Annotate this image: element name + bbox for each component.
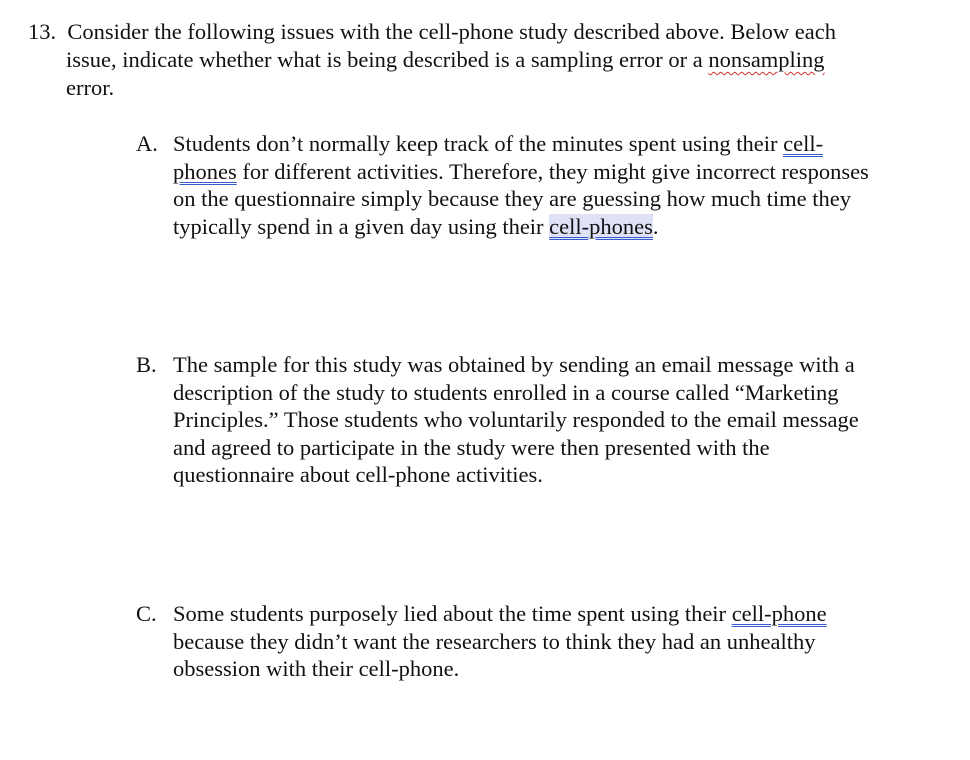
- item-c-letter: C.: [136, 601, 157, 626]
- item-b-letter: B.: [136, 352, 157, 377]
- item-c-text: obsession with their cell-phone.: [173, 656, 460, 682]
- question-13: [28, 18, 928, 102]
- item-b-line-4: [136, 434, 936, 462]
- selected-flagged-word[interactable]: cell-phones: [549, 213, 653, 239]
- item-b-line-3: [136, 406, 936, 434]
- item-b-text: The sample for this study was obtained by sending an email message with a: [173, 352, 855, 377]
- item-a: [136, 130, 936, 240]
- item-a-text: typically spend in a given day using their: [173, 213, 550, 239]
- question-text-line-1: Consider the following issues with the cell-phone study described above. Below each: [67, 19, 836, 44]
- question-line-2: [28, 46, 928, 74]
- item-c-line-3: [136, 655, 936, 683]
- item-a-line-1: [136, 130, 936, 158]
- question-text-line-3: error.: [66, 75, 115, 100]
- grammar-flagged-word[interactable]: cell-phone: [731, 601, 827, 626]
- item-b-text: and agreed to participate in the study were then presented with the: [173, 434, 770, 460]
- item-a-line-4: [136, 213, 936, 241]
- item-a-text: on the questionnaire simply because they are guessing how much time they: [173, 186, 851, 212]
- item-a-text: Students don’t normally keep track of the minutes spent using their: [173, 131, 784, 156]
- item-a-text: for different activities. Therefore, they might give incorrect responses: [236, 158, 869, 184]
- item-c-line-1: [136, 600, 936, 628]
- item-b-line-2: [136, 379, 936, 407]
- item-a-text: .: [652, 213, 659, 239]
- item-b-text: Principles.” Those students who voluntarily responded to the email message: [173, 407, 859, 433]
- question-line-3: [28, 74, 928, 102]
- question-text-line-2: issue, indicate whether what is being described is a sampling error or a: [66, 47, 709, 72]
- item-c-text: Some students purposely lied about the time spent using their: [173, 601, 732, 626]
- item-b-line-1: [136, 351, 936, 379]
- item-b-text: questionnaire about cell-phone activities.: [173, 462, 543, 488]
- item-c-text: because they didn’t want the researchers to think they had an unhealthy: [173, 628, 816, 654]
- grammar-flagged-word[interactable]: phones: [173, 158, 237, 184]
- item-a-letter: A.: [136, 131, 158, 156]
- item-b-line-5: [136, 461, 936, 489]
- item-c-line-2: [136, 628, 936, 656]
- item-a-line-3: [136, 185, 936, 213]
- item-b-text: description of the study to students enrolled in a course called “Marketing: [173, 379, 839, 405]
- item-a-line-2: [136, 158, 936, 186]
- grammar-flagged-word[interactable]: cell-: [783, 131, 824, 156]
- question-line-1: [28, 18, 928, 46]
- item-c: [136, 600, 936, 683]
- question-number: 13.: [28, 19, 57, 44]
- item-b: [136, 351, 936, 489]
- spellcheck-flagged-word[interactable]: nonsampling: [708, 47, 825, 72]
